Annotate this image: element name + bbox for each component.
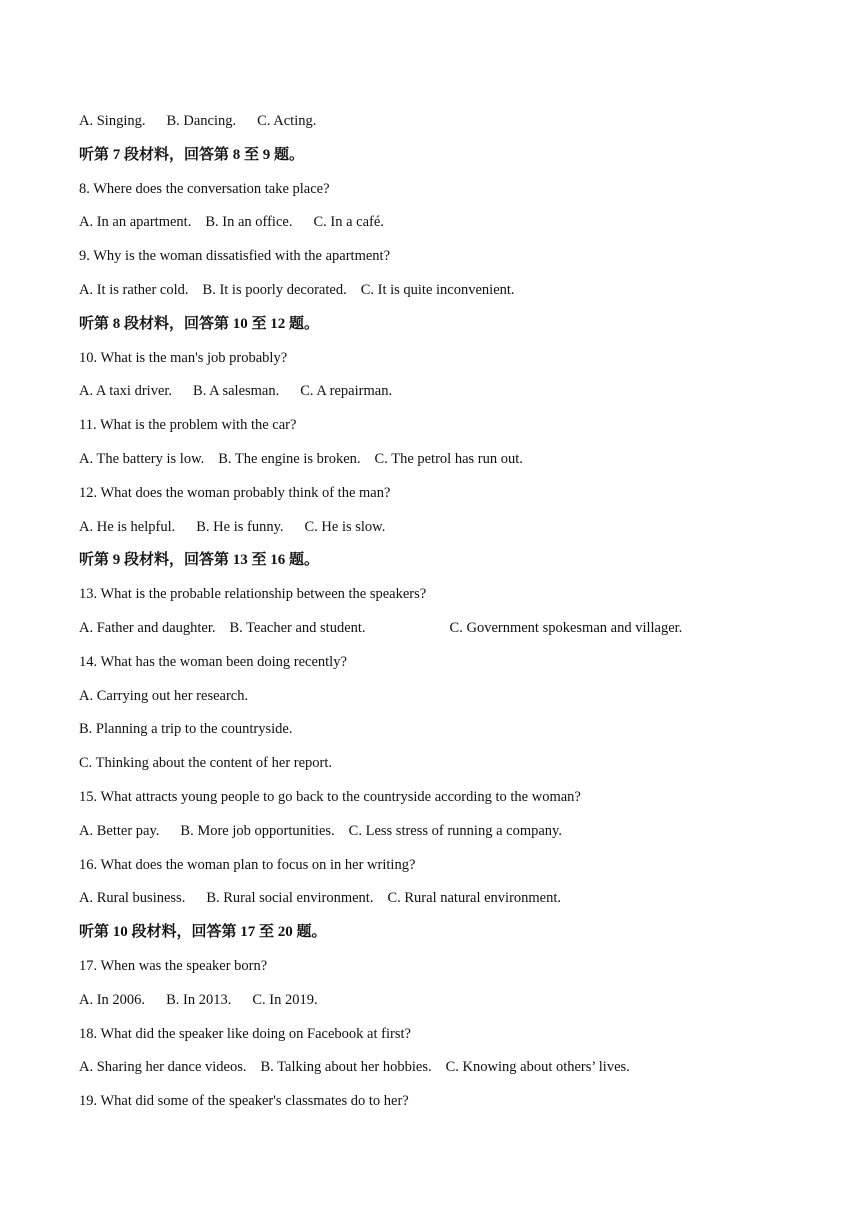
q13-options xyxy=(79,618,819,652)
q19-question: 19. What did some of the speaker's classmates do to her? xyxy=(79,1093,409,1110)
q14-option-a: A. Carrying out her research. xyxy=(79,687,249,704)
q16-options xyxy=(79,888,819,922)
exam-page xyxy=(79,111,819,1125)
q10-options xyxy=(79,381,819,415)
section-8-heading: 听第 8 段材料，回答第 10 至 12 题。 xyxy=(79,315,320,332)
q11-question: 11. What is the problem with the car? xyxy=(79,417,297,434)
q18-option-c: C. Knowing about others’ lives. xyxy=(445,1059,630,1076)
q13-option-c: C. Government spokesman and villager. xyxy=(449,619,683,636)
q11-options xyxy=(79,449,819,483)
q14-question: 14. What has the woman been doing recently? xyxy=(79,653,347,670)
q11-option-b: B. The engine is broken. xyxy=(218,450,361,467)
q10-option-a: A. A taxi driver. xyxy=(79,383,173,400)
q8-options xyxy=(79,212,819,246)
q12-option-c: C. He is slow. xyxy=(304,518,386,535)
q13-option-b: B. Teacher and student. xyxy=(229,619,366,636)
q8-question: 8. Where does the conversation take place? xyxy=(79,180,330,197)
q9-question: 9. Why is the woman dissatisfied with the apartment? xyxy=(79,248,391,265)
q8-option-a: A. In an apartment. xyxy=(79,214,192,231)
q7-option-a: A. Singing. xyxy=(79,113,146,129)
q12-option-b: B. He is funny. xyxy=(196,518,284,535)
q16-question: 16. What does the woman plan to focus on in her writing? xyxy=(79,856,416,873)
q9-option-c: C. It is quite inconvenient. xyxy=(360,281,515,298)
q14-option-b: B. Planning a trip to the countryside. xyxy=(79,721,293,738)
section-10-heading: 听第 10 段材料，回答第 17 至 20 题。 xyxy=(79,924,327,941)
q8-option-c: C. In a café. xyxy=(313,214,384,231)
q10-option-b: B. A salesman. xyxy=(193,383,280,400)
q9-option-b: B. It is poorly decorated. xyxy=(202,281,347,298)
q18-option-b: B. Talking about her hobbies. xyxy=(260,1059,432,1076)
q11-option-a: A. The battery is low. xyxy=(79,450,205,467)
q10-option-c: C. A repairman. xyxy=(300,383,393,400)
q7-options xyxy=(79,111,819,145)
q9-options xyxy=(79,280,819,314)
q17-option-b: B. In 2013. xyxy=(166,991,232,1008)
q7-option-c: C. Acting. xyxy=(257,113,317,129)
q12-question: 12. What does the woman probably think of the man? xyxy=(79,484,391,501)
q15-question: 15. What attracts young people to go back to the countryside according to the woman? xyxy=(79,788,581,805)
q7-option-b: B. Dancing. xyxy=(166,113,237,129)
q12-options xyxy=(79,517,819,551)
q17-options xyxy=(79,990,819,1024)
q18-option-a: A. Sharing her dance videos. xyxy=(79,1059,247,1076)
q17-option-c: C. In 2019. xyxy=(252,991,318,1008)
q15-options xyxy=(79,821,819,855)
q11-option-c: C. The petrol has run out. xyxy=(374,450,523,467)
q18-question: 18. What did the speaker like doing on Facebook at first? xyxy=(79,1025,411,1042)
section-9-heading: 听第 9 段材料，回答第 13 至 16 题。 xyxy=(79,552,320,569)
q15-option-b: B. More job opportunities. xyxy=(180,822,335,839)
q13-question: 13. What is the probable relationship between the speakers? xyxy=(79,586,427,603)
q12-option-a: A. He is helpful. xyxy=(79,518,176,535)
q17-option-a: A. In 2006. xyxy=(79,991,146,1008)
q16-option-a: A. Rural business. xyxy=(79,890,186,907)
q9-option-a: A. It is rather cold. xyxy=(79,281,189,298)
q18-options xyxy=(79,1057,819,1091)
section-7-heading: 听第 7 段材料，回答第 8 至 9 题。 xyxy=(79,146,305,163)
q16-option-c: C. Rural natural environment. xyxy=(387,890,562,907)
q16-option-b: B. Rural social environment. xyxy=(206,890,374,907)
q10-question: 10. What is the man's job probably? xyxy=(79,349,288,366)
q15-option-c: C. Less stress of running a company. xyxy=(348,822,562,839)
q15-option-a: A. Better pay. xyxy=(79,822,160,839)
q14-option-c: C. Thinking about the content of her report. xyxy=(79,755,333,772)
q17-question: 17. When was the speaker born? xyxy=(79,957,268,974)
q13-option-a: A. Father and daughter. xyxy=(79,619,216,636)
q8-option-b: B. In an office. xyxy=(205,214,293,231)
